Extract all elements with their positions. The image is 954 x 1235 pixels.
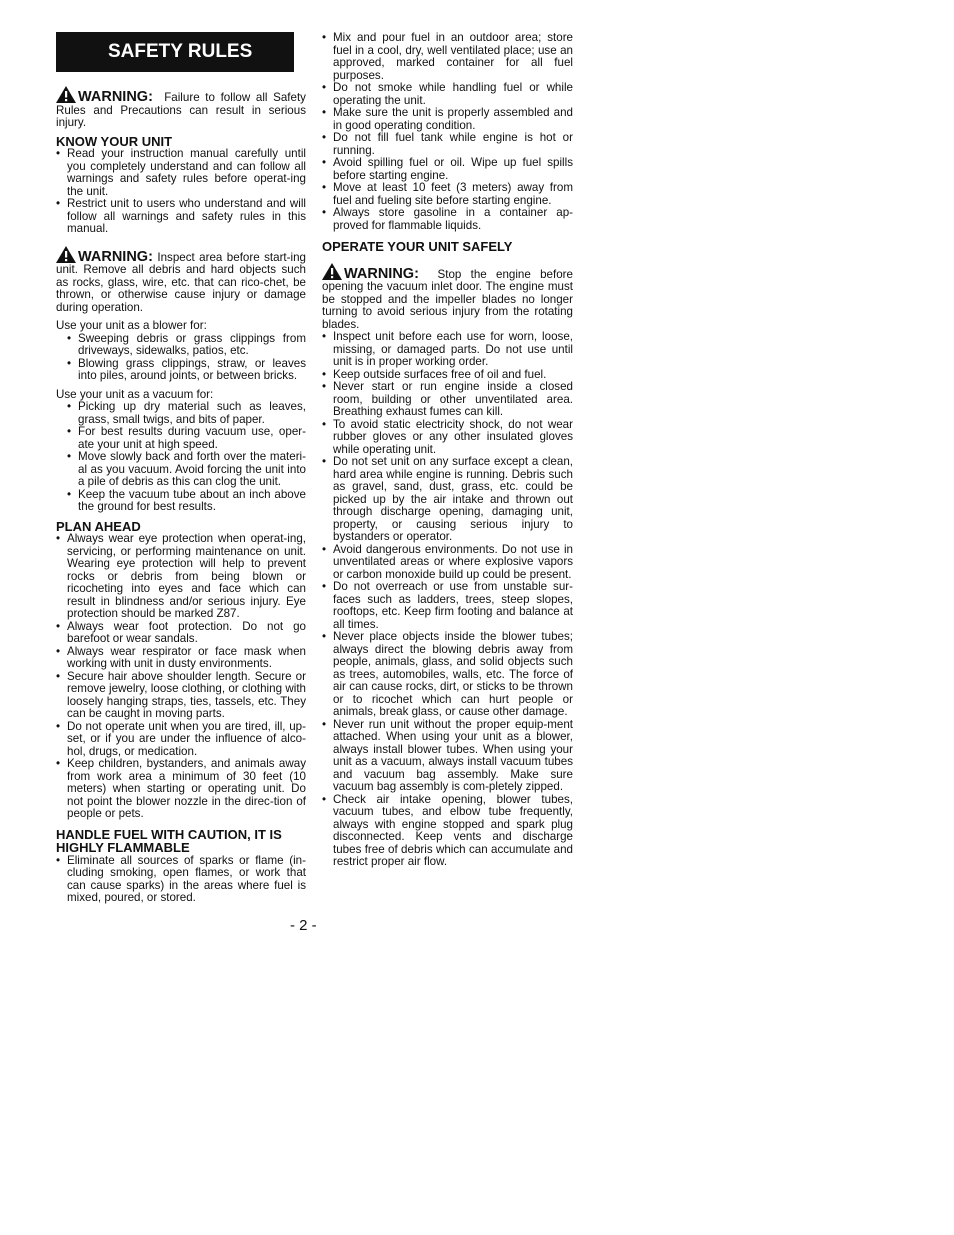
list-item: • Never run unit without the proper equip-ment attached. When using your unit as a blower, always install blower tubes. When using your unit as a vacuum, always install vacuum tubes and vacuum bag assembly. Make sure vacuum bag assembly is com-pletely zipped. <box>322 719 573 794</box>
warning-label: WARNING: <box>78 248 153 265</box>
warning-triangle-icon <box>56 246 76 263</box>
list-item: • Move at least 10 feet (3 meters) away from fuel and fueling site before starting engine. <box>322 182 573 207</box>
list-item: • To avoid static electricity shock, do not wear rubber gloves or any other insulated gloves while operating unit. <box>322 419 573 457</box>
warning-block-1 <box>56 86 306 130</box>
operate-safely-list <box>322 331 573 869</box>
list-item: • Always wear foot protection. Do not go barefoot or wear sandals. <box>56 621 306 646</box>
list-item: • Picking up dry material such as leaves, grass, small twigs, and bits of paper. <box>56 401 306 426</box>
list-item: • Do not operate unit when you are tired, ill, up-set, or if you are under the influence of alco-hol, drugs, or medication. <box>56 721 306 759</box>
section-heading-plan-ahead: PLAN AHEAD <box>56 518 141 534</box>
list-item: • Restrict unit to users who understand and will follow all warnings and safety rules in this manual. <box>56 198 306 236</box>
list-item: • Avoid dangerous environments. Do not use in unventilated areas or where explosive vapors or carbon monoxide build up could be present. <box>322 544 573 582</box>
section-heading-operate-safely: OPERATE YOUR UNIT SAFELY <box>322 239 513 254</box>
warning-triangle-icon <box>56 86 76 103</box>
list-item: • Keep outside surfaces free of oil and fuel. <box>322 369 573 382</box>
list-item: • Mix and pour fuel in an outdoor area; store fuel in a cool, dry, well ventilated place; use an approved, marked container for all fuel purposes. <box>322 32 573 82</box>
list-item: • Keep children, bystanders, and animals away from work area a minimum of 30 feet (10 meters) when starting or operating unit. Do not point the blower nozzle in the direc-tion of people or pets. <box>56 758 306 821</box>
warning-text: Inspect area before start-ing unit. Remove all debris and hard objects such as rocks, glass, wire, etc. that can rico-chet, be thrown, or otherwise cause injury or damage during operation. <box>56 250 306 314</box>
list-item: • Never start or run engine inside a closed room, building or other unventilated area. Breathing exhaust fumes can kill. <box>322 381 573 419</box>
warning-text: Failure to follow all Safety Rules and Precautions can result in serious injury. <box>56 91 306 129</box>
handle-fuel-list-continued <box>322 32 573 232</box>
warning-triangle-icon <box>322 263 342 280</box>
warning-label: WARNING: <box>344 265 419 282</box>
list-item: • Inspect unit before each use for worn, loose, missing, or damaged parts. Do not use until unit is in proper working order. <box>322 331 573 369</box>
list-item: • Avoid spilling fuel or oil. Wipe up fuel spills before starting engine. <box>322 157 573 182</box>
list-item: • Do not set unit on any surface except a clean, hard area while engine is running. Debris such as gravel, sand, dust, grass, etc. could be picked up by the air intake and thrown out through discharge opening, damaging unit, property, or causing serious injury to bystanders or operator. <box>322 456 573 544</box>
page-number: - 2 - <box>290 917 317 934</box>
list-item: • Always wear respirator or face mask when working with unit in dusty environments. <box>56 646 306 671</box>
list-item: • Always wear eye protection when operat-ing, servicing, or performing maintenance on unit. Wearing eye protection will help to prevent rocks or debris from being blown or ricocheting into eyes and face which can result in blindness and/or serious injury. Eye protection should be marked Z87. <box>56 533 306 621</box>
warning-block-3 <box>322 263 573 332</box>
left-column <box>56 32 306 905</box>
blower-intro: Use your unit as a blower for: <box>56 319 207 332</box>
warning-block-2 <box>56 246 306 315</box>
list-item: • Keep the vacuum tube about an inch above the ground for best results. <box>56 489 306 514</box>
section-heading-handle-fuel: HANDLE FUEL WITH CAUTION, IT IS HIGHLY FLAMMABLE <box>56 826 282 855</box>
list-item: • Secure hair above shoulder length. Secure or remove jewelry, loose clothing, or clothing with loosely hanging straps, ties, tassels, etc. They can be caught in moving parts. <box>56 671 306 721</box>
know-your-unit-list <box>56 148 306 236</box>
list-item: • Do not smoke while handling fuel or while operating the unit. <box>322 82 573 107</box>
handle-fuel-list <box>56 855 306 905</box>
section-heading-know-your-unit: KNOW YOUR UNIT <box>56 133 173 149</box>
blower-uses-list <box>56 333 306 383</box>
warning-label: WARNING: <box>78 89 153 105</box>
warning-text: Stop the engine before opening the vacuum inlet door. The engine must be stopped and the impeller blades no longer turning to avoid serious injury from the rotating blades. <box>322 267 573 331</box>
list-item: • Make sure the unit is properly assembled and in good operating condition. <box>322 107 573 132</box>
list-item: • Eliminate all sources of sparks or flame (in-cluding smoking, open flames, or work that can cause sparks) in the areas where fuel is mixed, poured, or stored. <box>56 855 306 905</box>
right-column <box>322 32 573 869</box>
list-item: • Check air intake opening, blower tubes, vacuum tubes, and elbow tube frequently, always with engine stopped and spark plug disconnected. Keep vents and discharge tubes free of debris which can accumulate and restrict proper air flow. <box>322 794 573 869</box>
plan-ahead-list <box>56 533 306 821</box>
list-item: • Sweeping debris or grass clippings from driveways, sidewalks, patios, etc. <box>56 333 306 358</box>
list-item: • For best results during vacuum use, oper-ate your unit at high speed. <box>56 426 306 451</box>
list-item: • Blowing grass clippings, straw, or leaves into piles, around joints, or between bricks. <box>56 358 306 383</box>
list-item: • Move slowly back and forth over the materi-al as you vacuum. Avoid forcing the unit into a pile of debris as this can clog the unit. <box>56 451 306 489</box>
list-item: • Always store gasoline in a container ap-proved for flammable liquids. <box>322 207 573 232</box>
list-item: • Do not overreach or use from unstable sur-faces such as ladders, trees, steep slopes, rooftops, etc. Keep firm footing and balance at all times. <box>322 581 573 631</box>
page-title: SAFETY RULES <box>108 40 253 62</box>
list-item: • Never place objects inside the blower tubes; always direct the blowing debris away from people, animals, glass, and solid objects such as trees, automobiles, walls, etc. The force of air can cause rocks, dirt, or sticks to be thrown or to ricochet which can hurt people or animals, break glass, or cause other damage. <box>322 631 573 719</box>
vacuum-uses-list <box>56 401 306 514</box>
vacuum-intro: Use your unit as a vacuum for: <box>56 387 214 401</box>
list-item: • Do not fill fuel tank while engine is hot or running. <box>322 132 573 157</box>
list-item: • Read your instruction manual carefully until you completely understand and can follow all warnings and safety rules before operat-ing the unit. <box>56 148 306 198</box>
safety-rules-banner <box>56 32 294 72</box>
